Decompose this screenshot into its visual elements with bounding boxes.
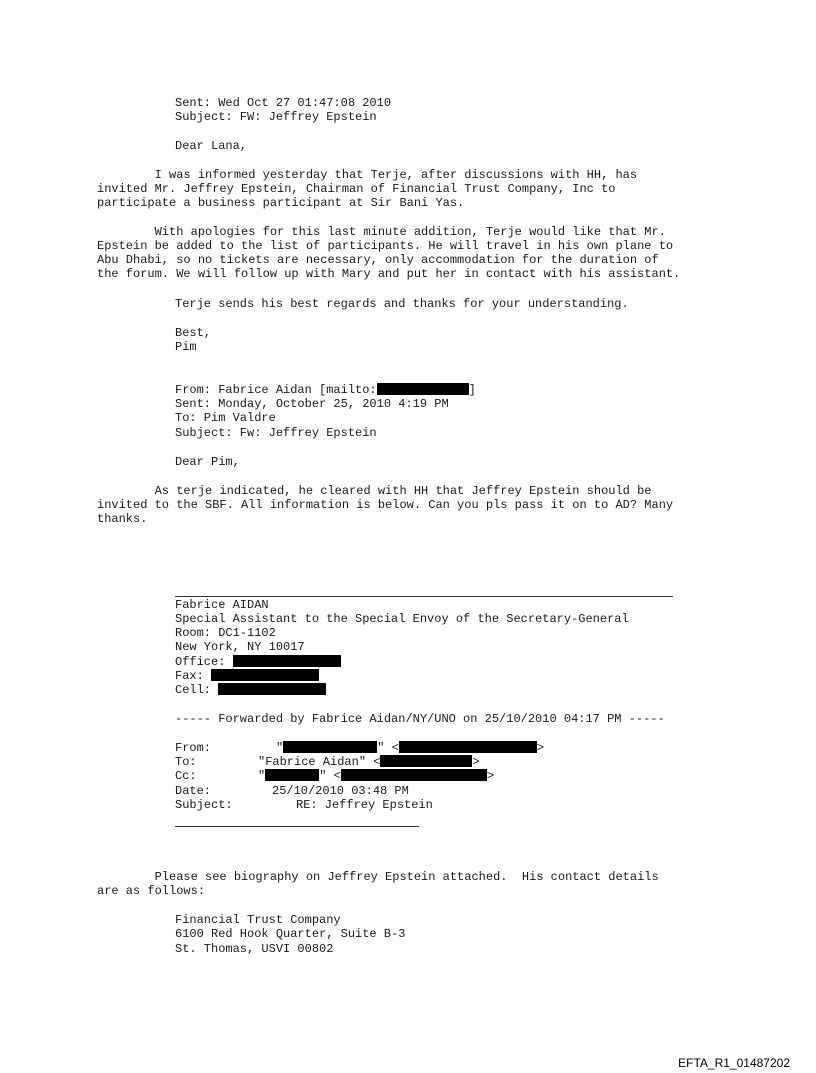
sig-title: Special Assistant to the Special Envoy of the Secretary-General bbox=[175, 612, 629, 626]
paragraph-line: invited to the SBF. All information is below. Can you pls pass it on to AD? Many bbox=[97, 498, 674, 512]
fwd-cc-value: " " < > bbox=[258, 769, 495, 783]
paragraph-line: With apologies for this last minute addition, Terje would like that Mr. bbox=[97, 225, 666, 239]
fwd-cc-label: Cc: bbox=[175, 769, 197, 783]
redaction-box bbox=[377, 383, 469, 395]
fwd-from-value: " " < > bbox=[276, 741, 545, 755]
greeting-pim: Dear Pim, bbox=[175, 455, 240, 469]
to-line: To: Pim Valdre bbox=[175, 411, 276, 425]
cell-label: Cell: bbox=[175, 683, 212, 697]
greeting-lana: Dear Lana, bbox=[175, 139, 248, 153]
from-line bbox=[175, 383, 476, 397]
paragraph-line: Abu Dhabi, so no tickets are necessary, only accommodation for the duration of bbox=[97, 253, 659, 267]
document-id: EFTA_R1_01487202 bbox=[678, 1056, 790, 1070]
sig-fax bbox=[175, 669, 319, 683]
closing: Best, bbox=[175, 326, 212, 340]
subject-line: Subject: FW: Jeffrey Epstein bbox=[175, 110, 377, 124]
paragraph-line: As terje indicated, he cleared with HH that Jeffrey Epstein should be bbox=[97, 484, 652, 498]
paragraph-line: Please see biography on Jeffrey Epstein attached. His contact details bbox=[97, 870, 659, 884]
signature: Pim bbox=[175, 340, 197, 354]
fwd-date-label: Date: bbox=[175, 784, 212, 798]
sent-line: Sent: Monday, October 25, 2010 4:19 PM bbox=[175, 397, 449, 411]
sig-office bbox=[175, 655, 341, 669]
subject-line: Subject: Fw: Jeffrey Epstein bbox=[175, 426, 377, 440]
company-city: St. Thomas, USVI 00802 bbox=[175, 942, 334, 956]
company-address: 6100 Red Hook Quarter, Suite B-3 bbox=[175, 927, 406, 941]
paragraph-line: Terje sends his best regards and thanks for your understanding. bbox=[175, 297, 629, 311]
sig-room: Room: DC1-1102 bbox=[175, 626, 276, 640]
forwarded-banner: ----- Forwarded by Fabrice Aidan/NY/UNO on 25/10/2010 04:17 PM ----- bbox=[175, 712, 665, 726]
redaction-box bbox=[283, 741, 377, 753]
redaction-box bbox=[233, 655, 341, 667]
signature-rule bbox=[175, 596, 673, 597]
fwd-from-label: From: bbox=[175, 741, 212, 755]
fwd-subject-label: Subject: bbox=[175, 798, 233, 812]
sig-cell bbox=[175, 683, 326, 697]
fwd-subject-value: RE: Jeffrey Epstein bbox=[296, 798, 433, 812]
redaction-box bbox=[399, 741, 537, 753]
sig-name: Fabrice AIDAN bbox=[175, 598, 269, 612]
header-rule bbox=[175, 826, 419, 827]
from-label: From: Fabrice Aidan [mailto: bbox=[175, 383, 377, 397]
redaction-box bbox=[341, 769, 487, 781]
paragraph-line: the forum. We will follow up with Mary and put her in contact with his assistant. bbox=[97, 267, 681, 281]
paragraph-line: participate a business participant at Sir Bani Yas. bbox=[97, 196, 465, 210]
fwd-date-value: 25/10/2010 03:48 PM bbox=[272, 784, 409, 798]
fwd-to-value: "Fabrice Aidan" < > bbox=[258, 755, 480, 769]
fax-label: Fax: bbox=[175, 669, 204, 683]
paragraph-line: invited Mr. Jeffrey Epstein, Chairman of Financial Trust Company, Inc to bbox=[97, 182, 616, 196]
to-name: "Fabrice Aidan" < bbox=[258, 755, 381, 769]
paragraph-line: I was informed yesterday that Terje, after discussions with HH, has bbox=[97, 168, 638, 182]
sent-line: Sent: Wed Oct 27 01:47:08 2010 bbox=[175, 96, 392, 110]
bracket: ] bbox=[468, 383, 476, 397]
redaction-box bbox=[218, 683, 326, 695]
fwd-to-label: To: bbox=[175, 755, 197, 769]
redaction-box bbox=[211, 669, 319, 681]
redaction-box bbox=[380, 755, 472, 767]
paragraph-line: are as follows: bbox=[97, 884, 206, 898]
company-name: Financial Trust Company bbox=[175, 913, 341, 927]
paragraph-line: thanks. bbox=[97, 512, 148, 526]
paragraph-line: Epstein be added to the list of participants. He will travel in his own plane to bbox=[97, 239, 674, 253]
office-label: Office: bbox=[175, 655, 226, 669]
redaction-box bbox=[265, 769, 319, 781]
sig-city: New York, NY 10017 bbox=[175, 640, 305, 654]
